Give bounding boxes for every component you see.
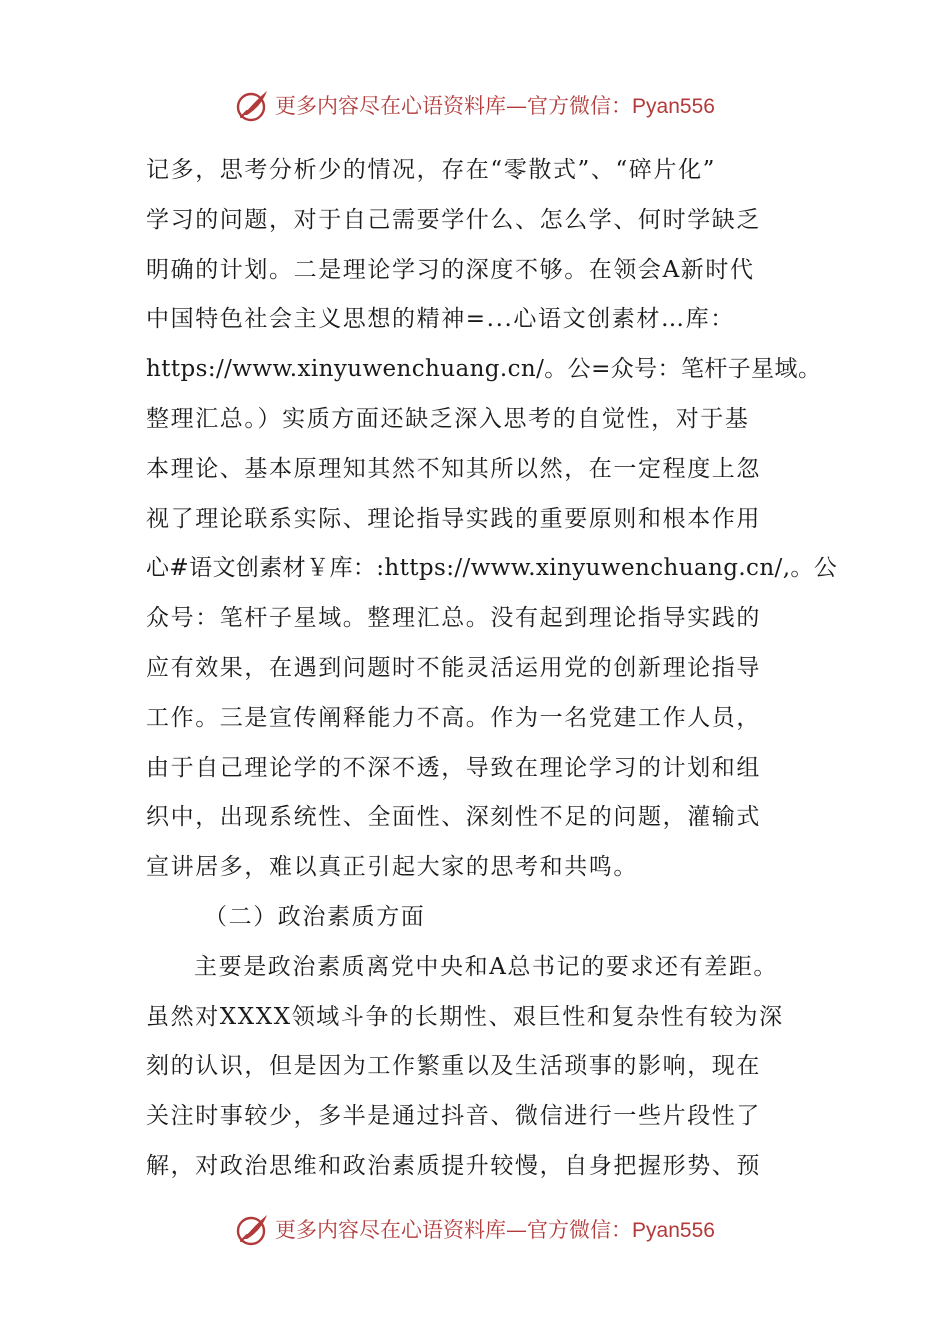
body-line: 众号：笔杆子星域。整理汇总。没有起到理论指导实践的 xyxy=(146,605,761,632)
body-line: 虽然对XXXX领域斗争的长期性、艰巨性和复杂性有较为深 xyxy=(146,1003,784,1030)
body-line: 织中，出现系统性、全面性、深刻性不足的问题，灌输式 xyxy=(146,804,761,831)
header-banner-id: Pyan556 xyxy=(632,95,715,118)
body-line: 本理论、基本原理知其然不知其所以然，在一定程度上忽 xyxy=(146,455,761,482)
body-line: 由于自己理论学的不深不透，导致在理论学习的计划和组 xyxy=(146,754,761,781)
footer-banner-id: Pyan556 xyxy=(632,1219,715,1242)
body-line: 关注时事较少，多半是通过抖音、微信进行一些片段性了 xyxy=(146,1103,761,1130)
body-line: 整理汇总。）实质方面还缺乏深入思考的自觉性，对于基 xyxy=(146,405,750,432)
body-line: 应有效果，在遇到问题时不能灵活运用党的创新理论指导 xyxy=(146,654,761,681)
body-line: 视了理论联系实际、理论指导实践的重要原则和根本作用 xyxy=(146,505,761,532)
header-banner-cn: 更多内容尽在心语资料库—官方微信： xyxy=(275,94,633,118)
quill-logo-icon xyxy=(235,87,271,123)
body-line: https://www.xinyuwenchuang.cn/。公=众号：笔杆子星域。 xyxy=(146,356,822,383)
body-line: 学习的问题，对于自己需要学什么、怎么学、何时学缺乏 xyxy=(146,206,761,233)
body-line: 主要是政治素质离党中央和A总书记的要求还有差距。 xyxy=(194,953,779,980)
body-line: 解，对政治思维和政治素质提升较慢，自身把握形势、预 xyxy=(146,1152,761,1179)
header-banner xyxy=(0,80,950,130)
body-line: 工作。三是宣传阐释能力不高。作为一名党建工作人员， xyxy=(146,704,761,731)
quill-logo-icon xyxy=(235,1211,271,1247)
body-line: 心#语文创素材￥库：:https://www.xinyuwenchuang.cn/,。公 xyxy=(146,555,838,582)
body-line: 记多，思考分析少的情况，存在“零散式”、“碎片化” xyxy=(146,157,717,183)
body-line: 中国特色社会主义思想的精神=...心语文创素材…库： xyxy=(146,306,735,333)
document-body xyxy=(146,146,838,1192)
body-line: 刻的认识，但是因为工作繁重以及生活琐事的影响，现在 xyxy=(146,1053,761,1080)
body-line: 明确的计划。二是理论学习的深度不够。在领会A新时代 xyxy=(146,256,755,283)
footer-banner-cn: 更多内容尽在心语资料库—官方微信： xyxy=(275,1218,633,1242)
footer-banner-text xyxy=(275,1214,715,1244)
footer-banner xyxy=(0,1204,950,1254)
body-line: 宣讲居多，难以真正引起大家的思考和共鸣。 xyxy=(146,854,638,881)
header-banner-text xyxy=(275,90,715,120)
section-heading: （二）政治素质方面 xyxy=(204,903,426,930)
